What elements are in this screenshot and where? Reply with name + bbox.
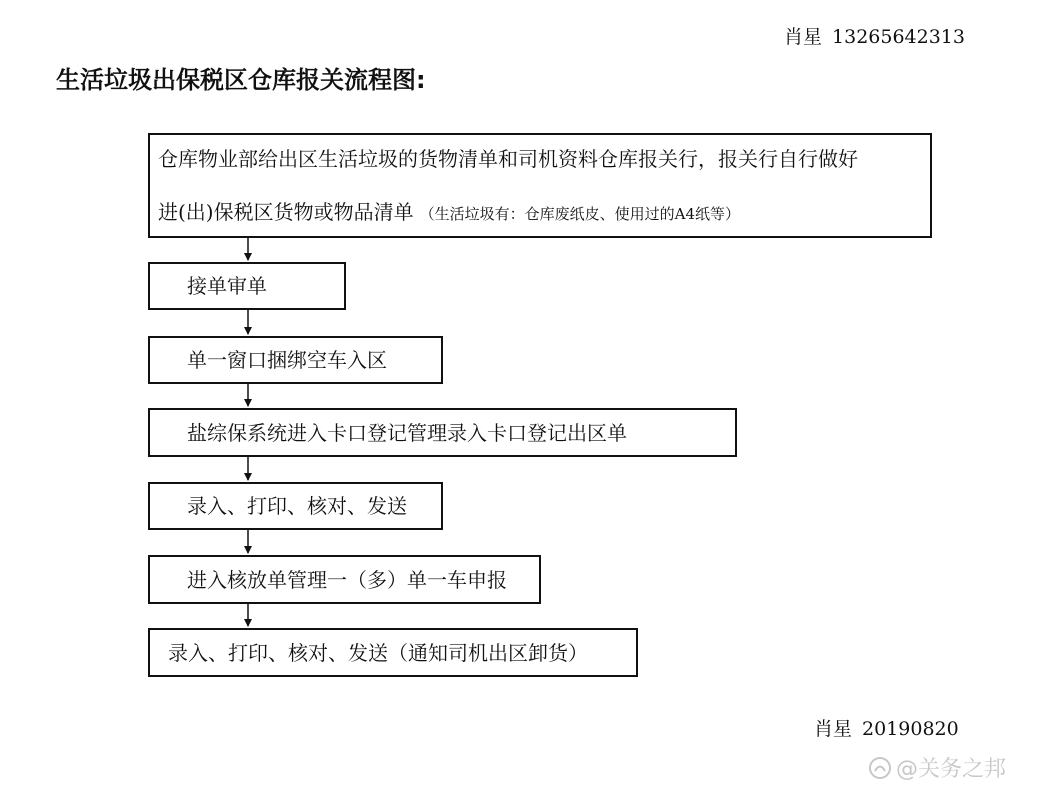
flow-step-1-note: （生活垃圾有：仓库废纸皮、使用过的A4纸等） [419,205,740,223]
flow-step-1-line2: 进(出)保税区货物或物品清单 [158,200,414,224]
footer-date: 20190820 [862,718,959,740]
header-author: 肖星 [784,26,823,48]
header-phone: 13265642313 [832,26,965,48]
watermark [868,752,1006,783]
flow-step-4 [148,408,737,457]
flow-step-5 [148,482,443,530]
flow-step-4-label: 盐综保系统进入卡口登记管理录入卡口登记出区单 [187,420,627,445]
flow-step-7 [148,628,638,677]
flow-step-6 [148,555,541,604]
flow-step-2-label: 接单审单 [187,274,267,298]
flow-step-1 [148,133,932,238]
flow-step-3-label: 单一窗口捆绑空车入区 [187,348,387,372]
flow-step-2 [148,262,346,310]
flow-step-1-line1: 仓库物业部给出区生活垃圾的货物清单和司机资料仓库报关行，报关行自行做好 [158,147,858,171]
footer-author: 肖星 [814,718,853,740]
flow-step-7-label: 录入、打印、核对、发送（通知司机出区卸货） [168,640,588,665]
flow-step-1-line2-wrap [158,202,740,222]
watermark-text: @关务之邦 [896,757,1007,782]
footer-contact [814,714,959,741]
watermark-logo-icon [868,756,892,780]
flow-step-6-label: 进入核放单管理一（多）单一车申报 [187,567,507,592]
flow-step-3 [148,336,443,384]
flow-step-5-label: 录入、打印、核对、发送 [187,494,407,518]
header-contact [784,22,965,49]
page-title: 生活垃圾出保税区仓库报关流程图: [56,66,426,94]
